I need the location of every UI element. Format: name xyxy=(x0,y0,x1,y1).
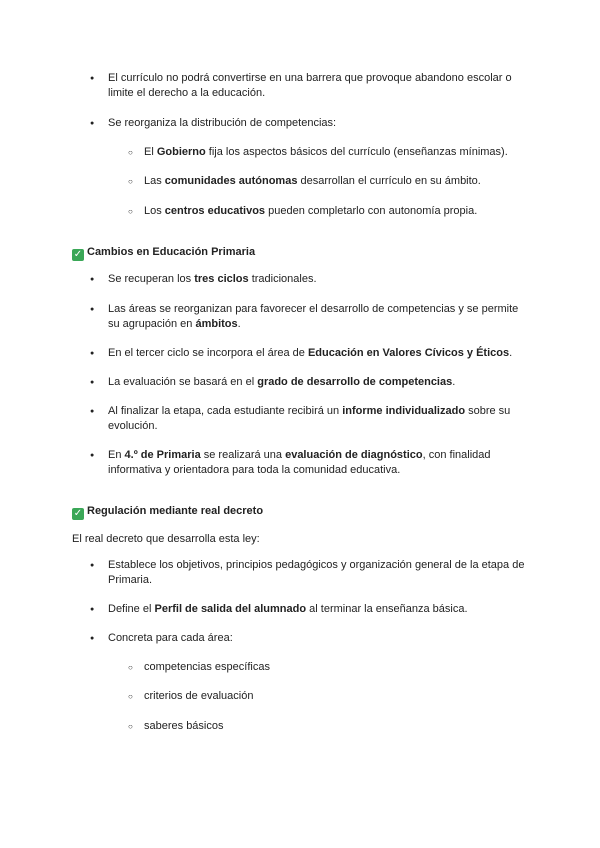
list-item xyxy=(108,375,528,390)
text-run: Se reorganiza la distribución de competencias: xyxy=(108,117,337,129)
bold-text: tres ciclos xyxy=(194,273,249,285)
text-run: Define el xyxy=(108,603,155,615)
text-run: , con finalidad informativa y orientadora para toda la comunidad educativa. xyxy=(108,449,491,476)
text-run: El xyxy=(144,146,157,158)
text-run: Establece los objetivos, principios pedagógicos y organización general de la etapa de Primaria. xyxy=(108,559,525,586)
bold-text: 4.º de Primaria xyxy=(124,449,201,461)
text-run: desarrollan el currículo en su ámbito. xyxy=(297,175,481,187)
bold-text: grado de desarrollo de competencias xyxy=(257,376,453,388)
list-item xyxy=(108,448,528,478)
list-item xyxy=(108,631,528,646)
list-item xyxy=(108,346,528,361)
text-run: Concreta para cada área: xyxy=(108,632,233,644)
check-icon: ✓ xyxy=(73,508,83,519)
text-run: Las xyxy=(144,175,165,187)
bold-text: centros educativos xyxy=(164,205,266,217)
text-run: . xyxy=(509,347,513,359)
bold-text: informe individualizado xyxy=(342,405,466,417)
list-item xyxy=(108,602,528,617)
text-run: al terminar la enseñanza básica. xyxy=(306,603,468,615)
bold-text: Perfil de salida del alumnado xyxy=(154,603,307,615)
text-run: Se recuperan los xyxy=(108,273,195,285)
sub-list-item xyxy=(144,719,524,734)
section-title: Regulación mediante real decreto xyxy=(87,505,264,517)
sub-list-item xyxy=(144,174,524,189)
list-item xyxy=(108,116,528,131)
text-run: . xyxy=(452,376,456,388)
bold-text: comunidades autónomas xyxy=(164,175,298,187)
text-run: Los xyxy=(144,205,165,217)
bold-text: Educación en Valores Cívicos y Éticos xyxy=(307,347,510,359)
bold-text: evaluación de diagnóstico xyxy=(285,449,423,461)
sub-list-item xyxy=(144,204,524,219)
list-item xyxy=(108,302,528,332)
list-item xyxy=(108,404,528,434)
list-item xyxy=(108,272,528,287)
text-run: se realizará una xyxy=(200,449,286,461)
bold-text: Gobierno xyxy=(156,146,206,158)
sub-list-item xyxy=(144,689,524,704)
check-icon: ✓ xyxy=(73,249,83,260)
text-run: sobre su evolución. xyxy=(108,405,511,432)
text-run: tradicionales. xyxy=(248,273,317,285)
section-title: Cambios en Educación Primaria xyxy=(87,246,256,258)
sub-list-item xyxy=(144,660,524,675)
text-run: Las áreas se reorganizan para favorecer el desarrollo de competencias y se permite su agrupación en xyxy=(108,303,519,330)
text-run: fija los aspectos básicos del currículo (enseñanzas mínimas). xyxy=(205,146,508,158)
list-item xyxy=(108,71,528,101)
text-run: El currículo no podrá convertirse en una barrera que provoque abandono escolar o limite el derecho a la educación. xyxy=(108,72,512,99)
section-heading xyxy=(72,245,255,261)
text-run: saberes básicos xyxy=(144,720,224,732)
list-item xyxy=(108,558,528,588)
text-run: . xyxy=(237,318,241,330)
text-run: En xyxy=(108,449,125,461)
text-run: En el tercer ciclo se incorpora el área de xyxy=(108,347,308,359)
sub-list-item xyxy=(144,145,524,160)
text-run: Al finalizar la etapa, cada estudiante recibirá un xyxy=(108,405,343,417)
section-heading xyxy=(72,504,263,520)
text-run: La evaluación se basará en el xyxy=(108,376,258,388)
text-run: competencias específicas xyxy=(144,661,270,673)
intro-paragraph: El real decreto que desarrolla esta ley: xyxy=(72,533,260,545)
bold-text: ámbitos xyxy=(195,318,238,330)
text-run: criterios de evaluación xyxy=(144,690,254,702)
text-run: pueden completarlo con autonomía propia. xyxy=(265,205,478,217)
